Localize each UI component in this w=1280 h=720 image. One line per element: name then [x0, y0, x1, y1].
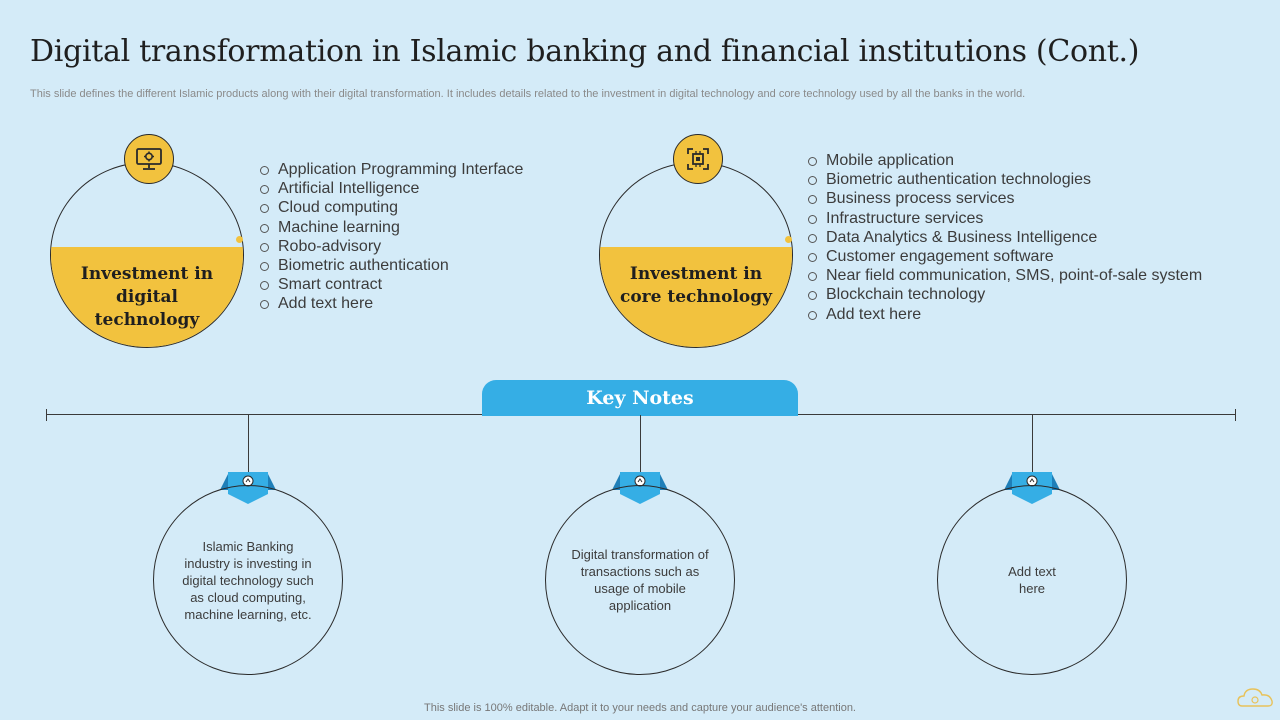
- computer-settings-icon: [124, 134, 174, 184]
- cloud-gear-icon: [1236, 680, 1276, 712]
- list-item: Cloud computing: [260, 198, 523, 217]
- list-item: Blockchain technology: [808, 285, 1202, 304]
- slide-title: Digital transformation in Islamic banking and financial institutions (Cont.): [30, 34, 1140, 69]
- slide-subtitle: This slide defines the different Islamic products along with their digital transformation. It includes details related to the investment in digital technology and core technology used by all the banks in the world.: [30, 88, 1026, 100]
- list-item: Near field communication, SMS, point-of-sale system: [808, 266, 1202, 285]
- core-accent-dot: [785, 236, 792, 243]
- list-item: Mobile application: [808, 151, 1202, 170]
- timeline-tick-right: [1235, 409, 1236, 421]
- core-technology-list: [808, 151, 1202, 324]
- key-note-1: Islamic Banking industry is investing in digital technology such as cloud computing, machine learning, etc.: [153, 485, 343, 675]
- list-item: Business process services: [808, 189, 1202, 208]
- list-item: Infrastructure services: [808, 209, 1202, 228]
- key-notes-header: Key Notes: [482, 380, 798, 416]
- list-item: Data Analytics & Business Intelligence: [808, 228, 1202, 247]
- digital-investment-label: Investment in digital technology: [80, 264, 214, 330]
- digital-investment-circle: [50, 162, 244, 348]
- key-note-2: Digital transformation of transactions such as usage of mobile application: [545, 485, 735, 675]
- chip-icon: [673, 134, 723, 184]
- timeline-tick-left: [46, 409, 47, 421]
- list-item: Biometric authentication: [260, 256, 523, 275]
- digital-accent-dot: [236, 236, 243, 243]
- footer-note: This slide is 100% editable. Adapt it to your needs and capture your audience's attention.: [424, 702, 856, 714]
- core-investment-circle: [599, 162, 793, 348]
- list-item: Robo-advisory: [260, 237, 523, 256]
- list-item: Application Programming Interface: [260, 160, 523, 179]
- list-item: Add text here: [808, 305, 1202, 324]
- core-investment-label: Investment in core technology: [619, 264, 773, 307]
- list-item: Smart contract: [260, 275, 523, 294]
- list-item: Artificial Intelligence: [260, 179, 523, 198]
- list-item: Add text here: [260, 294, 523, 313]
- key-note-3: Add text here: [937, 485, 1127, 675]
- digital-technology-list: [260, 160, 523, 314]
- list-item: Customer engagement software: [808, 247, 1202, 266]
- list-item: Biometric authentication technologies: [808, 170, 1202, 189]
- list-item: Machine learning: [260, 218, 523, 237]
